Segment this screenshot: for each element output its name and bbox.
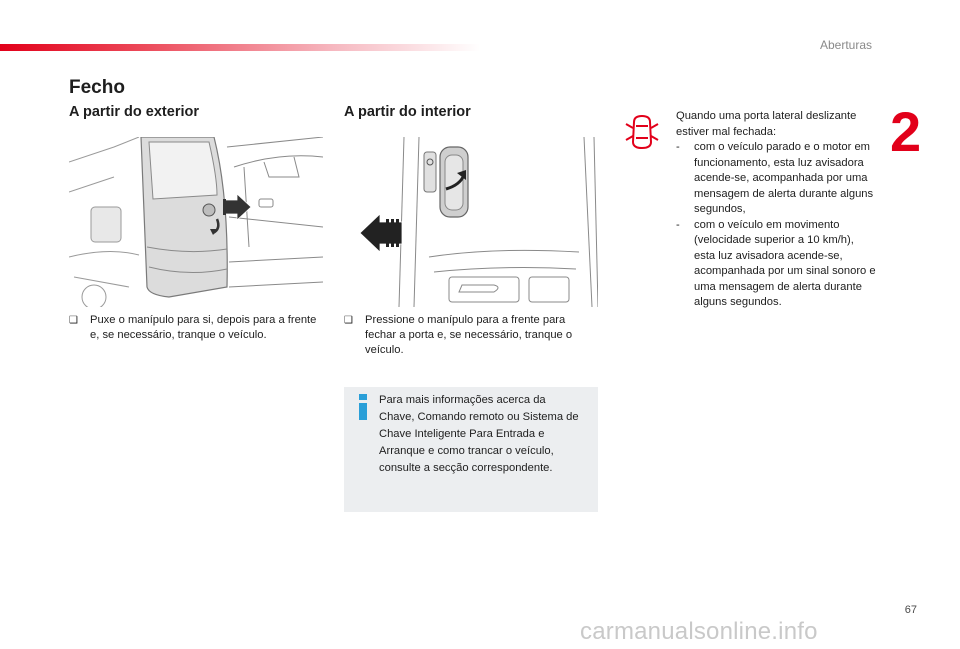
warning-text <box>676 109 876 311</box>
watermark: carmanualsonline.info <box>580 618 818 645</box>
checkbox-bullet-icon: ❑ <box>344 315 353 326</box>
exterior-step-text: Puxe o manípulo para si, depois para a frente e, se necessário, tranque o veículo. <box>90 314 317 341</box>
warning-item-2: - com o veículo em movimento (velocidade superior a 10 km/h), esta luz avisadora acende-se, acompanhada por um sinal sonoro e uma mensagem de alerta durante alguns segundos. <box>676 218 876 308</box>
warning-intro: Quando uma porta lateral deslizante estiver mal fechada: <box>676 110 857 138</box>
section-title: Fecho <box>69 77 125 98</box>
door-open-warning-icon <box>624 112 660 152</box>
header-accent-bar <box>0 44 480 51</box>
interior-closing-illustration <box>344 137 598 307</box>
interior-step-text: Pressione o manípulo para a frente para fechar a porta e, se necessário, tranque o veículo. <box>365 314 573 356</box>
chapter-title: Aberturas <box>819 38 872 52</box>
page-number: 67 <box>904 604 917 616</box>
warning-item-1: - com o veículo parado e o motor em funcionamento, esta luz avisadora acende-se, acompanhada por uma mensagem de alerta durante alguns segundos, <box>676 141 874 215</box>
exterior-title: A partir do exterior <box>69 104 199 120</box>
interior-title: A partir do interior <box>344 104 471 120</box>
info-box <box>344 387 598 512</box>
exterior-closing-illustration <box>69 137 323 307</box>
checkbox-bullet-icon: ❑ <box>69 315 78 326</box>
info-icon <box>354 393 372 421</box>
chapter-number: 2 <box>890 100 920 163</box>
interior-step <box>344 313 598 358</box>
exterior-step <box>69 313 319 343</box>
info-text: Para mais informações acerca da Chave, Comando remoto ou Sistema de Chave Inteligente Para Entrada e Arranque e como trancar o veículo, consulte a secção correspondente. <box>379 394 579 474</box>
